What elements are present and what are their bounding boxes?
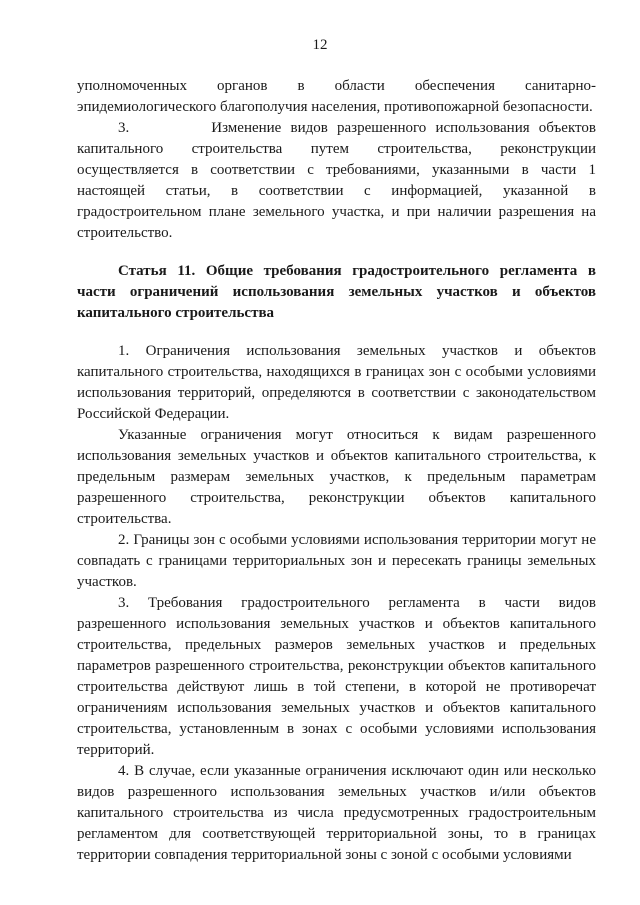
item-text: Изменение видов разрешенного использования объектов капитального строительства путем строительства, реконструкции осуществляется в соответствии с требованиями, указанными в части 1 настоящей статьи, в соответствии с информацией, указанной в градостроительном плане земельного участка, и при наличии разрешения на строительство. [77, 120, 596, 241]
paragraph-article-11-part-3: 3. Требования градостроительного регламента в части видов разрешенного использования земельных участков и объектов капитального строительства, предельных размеров земельных участков и предельных параметров разрешенного строительства, реконструкции объектов капитального строительства действуют лишь в той степени, в которой не противоречат ограничениям использования земельных участков и объектов капитального строительства, установленным в зонах с особыми условиями использования территорий. [77, 595, 596, 758]
item-number: 3. [118, 120, 130, 136]
paragraph-item-3 [77, 118, 596, 244]
paragraph-article-11-restrictions: Указанные ограничения могут относиться к видам разрешенного использования земельных участков и объектов капитального строительства, к предельным размерам земельных участков, к предельным параметрам разрешенного строительства, реконструкции объектов капитального строительства. [77, 427, 596, 527]
paragraph-article-11-part-1: 1. Ограничения использования земельных участков и объектов капитального строительства, находящихся в границах зон с особыми условиями использования территорий, определяются в соответствии с законодательством Российской Федерации. [77, 343, 596, 422]
page-number: 12 [312, 37, 328, 53]
document-body [77, 76, 596, 866]
article-heading: Статья 11. Общие требования градостроительного регламента в части ограничений использования земельных участков и объектов капитального строительства [77, 263, 596, 321]
paragraph-article-11-part-4: 4. В случае, если указанные ограничения исключают один или несколько видов разрешенного использования земельных участков и/или объектов капитального строительства из числа предусмотренных градостроительным регламентом для соответствующей территориальной зоны, то в границах территории совпадения территориальной зоны с зоной с особыми условиями [77, 763, 596, 863]
paragraph-continuation: уполномоченных органов в области обеспечения санитарно-эпидемиологического благополучия населения, противопожарной безопасности. [77, 78, 596, 115]
paragraph-article-11-part-2: 2. Границы зон с особыми условиями использования территории могут не совпадать с границами территориальных зон и пересекать границы земельных участков. [77, 532, 596, 590]
